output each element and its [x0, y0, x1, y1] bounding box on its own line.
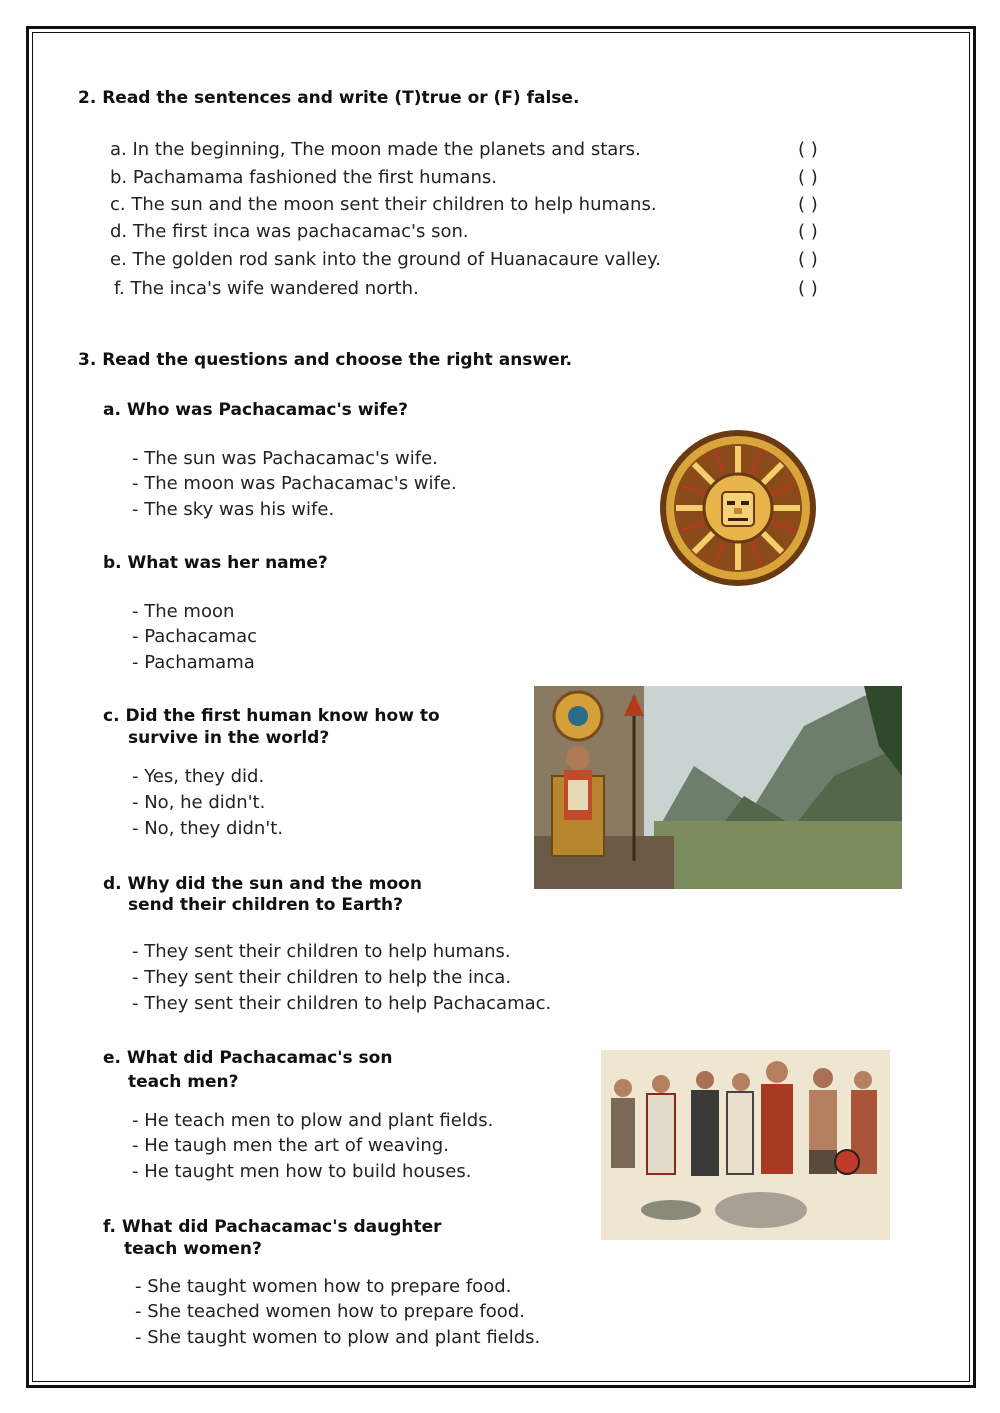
option-d-2[interactable]: - They sent their children to help the inca. — [132, 967, 512, 988]
tf-item-b: b. Pachamama fashioned the first humans. — [110, 167, 497, 188]
option-c-2[interactable]: - No, he didn't. — [132, 792, 266, 813]
option-b-2[interactable]: - Pachacamac — [132, 626, 258, 647]
option-f-1[interactable]: - She taught women how to prepare food. — [135, 1276, 512, 1297]
inca-people-illustration — [601, 1050, 890, 1240]
inca-king-valley-image — [534, 686, 902, 889]
question-b: b. What was her name? — [103, 553, 328, 573]
tf-answer-blank-c[interactable]: ( ) — [798, 194, 818, 215]
option-c-1[interactable]: - Yes, they did. — [132, 766, 265, 787]
tf-item-c: c. The sun and the moon sent their children to help humans. — [110, 194, 657, 215]
section2-heading: 2. Read the sentences and write (T)true or (F) false. — [78, 88, 580, 108]
tf-item-e: e. The golden rod sank into the ground of Huanacaure valley. — [110, 249, 661, 270]
section3-heading: 3. Read the questions and choose the right answer. — [78, 350, 573, 370]
option-f-3[interactable]: - She taught women to plow and plant fields. — [135, 1327, 541, 1348]
question-e-line1: e. What did Pachacamac's son — [103, 1048, 393, 1068]
option-d-1[interactable]: - They sent their children to help humans. — [132, 941, 511, 962]
question-f-line2: teach women? — [124, 1239, 262, 1259]
question-f-line1: f. What did Pachacamac's daughter — [103, 1217, 442, 1237]
inca-sun-disc-image — [658, 428, 818, 588]
tf-item-d: d. The first inca was pachacamac's son. — [110, 221, 469, 242]
question-a: a. Who was Pachacamac's wife? — [103, 400, 409, 420]
option-d-3[interactable]: - They sent their children to help Pachacamac. — [132, 993, 552, 1014]
question-c-line2: survive in the world? — [128, 728, 330, 748]
question-d-line2: send their children to Earth? — [128, 895, 403, 915]
tf-item-f: f. The inca's wife wandered north. — [114, 278, 419, 299]
question-d-line1: d. Why did the sun and the moon — [103, 874, 422, 894]
option-a-1[interactable]: - The sun was Pachacamac's wife. — [132, 448, 438, 469]
option-f-2[interactable]: - She teached women how to prepare food. — [135, 1301, 525, 1322]
option-b-3[interactable]: - Pachamama — [132, 652, 255, 673]
option-e-3[interactable]: - He taught men how to build houses. — [132, 1161, 472, 1182]
tf-item-a: a. In the beginning, The moon made the planets and stars. — [110, 139, 641, 160]
question-e-line2: teach men? — [128, 1072, 239, 1092]
tf-answer-blank-b[interactable]: ( ) — [798, 167, 818, 188]
tf-answer-blank-a[interactable]: ( ) — [798, 139, 818, 160]
option-a-3[interactable]: - The sky was his wife. — [132, 499, 335, 520]
option-e-1[interactable]: - He teach men to plow and plant fields. — [132, 1110, 494, 1131]
option-a-2[interactable]: - The moon was Pachacamac's wife. — [132, 473, 457, 494]
option-c-3[interactable]: - No, they didn't. — [132, 818, 284, 839]
option-e-2[interactable]: - He taugh men the art of weaving. — [132, 1135, 449, 1156]
tf-answer-blank-f[interactable]: ( ) — [798, 278, 818, 299]
option-b-1[interactable]: - The moon — [132, 601, 235, 622]
tf-answer-blank-d[interactable]: ( ) — [798, 221, 818, 242]
question-c-line1: c. Did the first human know how to — [103, 706, 440, 726]
tf-answer-blank-e[interactable]: ( ) — [798, 249, 818, 270]
